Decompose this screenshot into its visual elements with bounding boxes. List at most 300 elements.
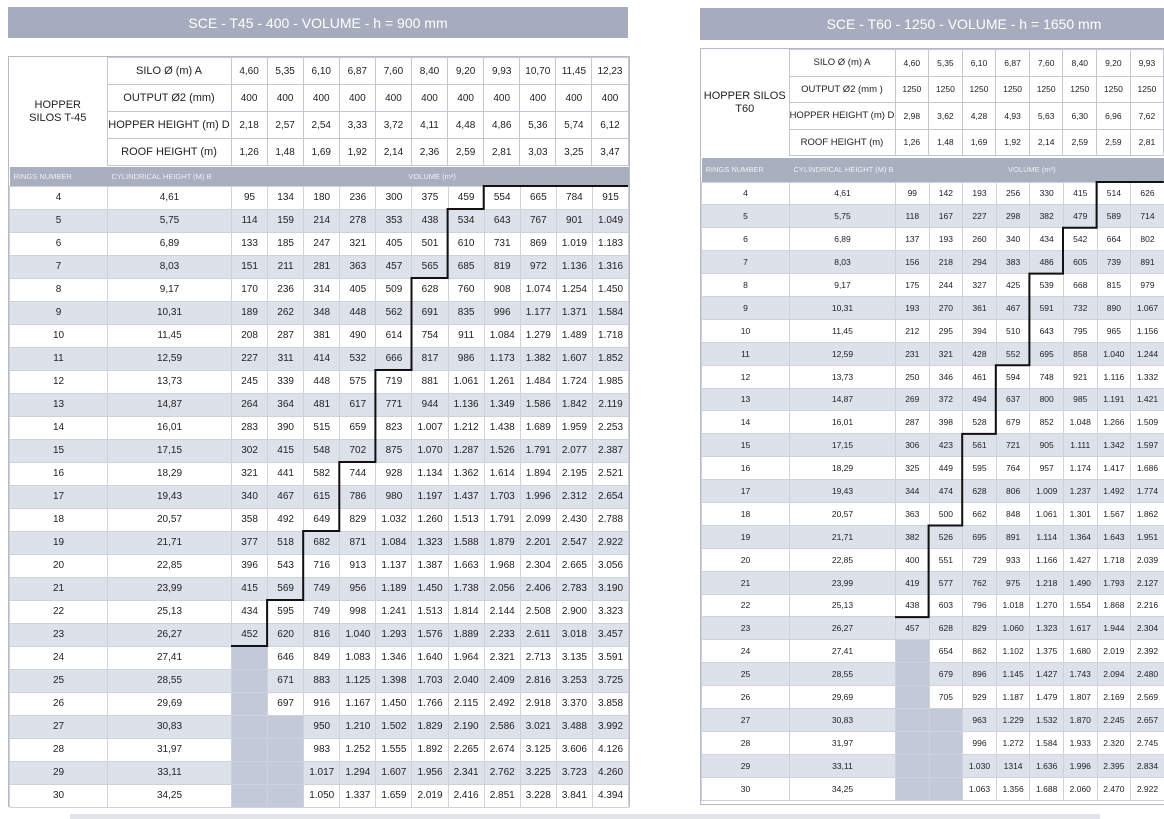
t45-cylinder-height: 22,85 <box>108 554 232 577</box>
t45-volume-cell: 823 <box>376 416 412 439</box>
t45-ring-number: 16 <box>10 462 108 485</box>
t45-volume-cell: 998 <box>340 600 376 623</box>
t45-volume-cell: 1.382 <box>520 347 556 370</box>
t60-table-row <box>702 708 1164 731</box>
t45-rings-header: RINGS NUMBER <box>10 167 108 186</box>
t45-volume-cell: 1.287 <box>448 439 484 462</box>
t60-ring-number: 9 <box>702 296 790 319</box>
t60-volume-cell: 695 <box>963 525 997 548</box>
t60-cyl-header: CYLINDRICAL HEIGHT (M) B <box>790 158 896 182</box>
t60-volume-cell: 1.944 <box>1097 617 1131 640</box>
t60-table-row <box>702 663 1164 686</box>
t45-volume-cell: 281 <box>304 255 340 278</box>
t45-volume-cell: 1.996 <box>520 485 556 508</box>
t45-cylinder-height: 6,89 <box>108 232 232 255</box>
t60-volume-cell: 99 <box>896 182 930 205</box>
t45-volume-cell: 1.659 <box>376 784 412 807</box>
t60-spec-value: 1250 <box>996 76 1030 103</box>
t45-table-row <box>10 278 629 301</box>
t45-volume-cell: 1.894 <box>520 462 556 485</box>
t45-cylinder-height: 13,73 <box>108 370 232 393</box>
t45-volume-cell: 245 <box>232 370 268 393</box>
t45-ring-number: 21 <box>10 577 108 600</box>
t60-volume-cell: 156 <box>896 251 930 274</box>
t45-volume-cell: 180 <box>304 186 340 209</box>
t45-spec-value: 4,48 <box>448 112 484 139</box>
t60-cylinder-height: 29,69 <box>790 686 896 709</box>
t60-cylinder-height: 30,83 <box>790 708 896 731</box>
t45-volume-cell: 659 <box>340 416 376 439</box>
t45-volume-cell: 414 <box>304 347 340 370</box>
t45-volume-cell: 784 <box>556 186 592 209</box>
t45-volume-cell: 3.018 <box>556 623 592 646</box>
t60-volume-cell: 963 <box>963 708 997 731</box>
t45-volume-cell: 595 <box>268 600 304 623</box>
t45-volume-cell: 1.489 <box>556 324 592 347</box>
t45-ring-number: 22 <box>10 600 108 623</box>
t45-volume-cell: 509 <box>376 278 412 301</box>
t45-volume-cell: 1.398 <box>376 669 412 692</box>
t45-cylinder-height: 18,29 <box>108 462 232 485</box>
t45-volume-cell: 816 <box>304 623 340 646</box>
t60-spec-value: 1,92 <box>996 129 1030 156</box>
t45-volume-cell: 2.521 <box>592 462 628 485</box>
t45-volume-cell: 1.766 <box>412 692 448 715</box>
t60-volume-cell: 212 <box>896 319 930 342</box>
t45-volume-cell: 1.074 <box>520 278 556 301</box>
t60-spec-value: 1250 <box>1063 76 1097 103</box>
t60-volume-cell: 929 <box>963 686 997 709</box>
t45-ring-number: 6 <box>10 232 108 255</box>
t45-volume-cell: 415 <box>268 439 304 462</box>
t60-cylinder-height: 8,03 <box>790 251 896 274</box>
t45-table-row <box>10 255 629 278</box>
t60-ring-number: 26 <box>702 686 790 709</box>
t45-volume-cell: 2.056 <box>484 577 520 600</box>
t60-volume-cell: 400 <box>896 548 930 571</box>
t60-volume-cell: 438 <box>896 594 930 617</box>
t60-volume-cell <box>896 640 930 663</box>
t60-table-row <box>702 686 1164 709</box>
t60-volume-cell: 551 <box>929 548 963 571</box>
t45-volume-cell: 1.212 <box>448 416 484 439</box>
t45-volume-cell: 348 <box>304 301 340 324</box>
t45-volume-cell: 2.547 <box>556 531 592 554</box>
t45-volume-cell: 2.674 <box>484 738 520 761</box>
t60-volume-cell: 595 <box>963 457 997 480</box>
t45-volume-cell <box>232 646 268 669</box>
t45-volume-cell: 548 <box>304 439 340 462</box>
t60-volume-cell: 2.216 <box>1131 594 1164 617</box>
t45-table-row <box>10 301 629 324</box>
t60-table-row <box>702 342 1164 365</box>
t45-volume-cell: 2.115 <box>448 692 484 715</box>
t45-volume-cell: 2.713 <box>520 646 556 669</box>
t60-volume-cell: 1.342 <box>1097 434 1131 457</box>
t45-volume-cell: 247 <box>304 232 340 255</box>
t45-table-row <box>10 485 629 508</box>
t45-volume-cell: 151 <box>232 255 268 278</box>
t60-spec-value: 8,40 <box>1063 50 1097 77</box>
t45-volume-cell: 1.663 <box>448 554 484 577</box>
t45-volume-cell: 829 <box>340 508 376 531</box>
t45-volume-cell: 236 <box>268 278 304 301</box>
t45-spec-value: 3,33 <box>339 112 375 139</box>
t45-volume-cell: 448 <box>340 301 376 324</box>
t60-volume-cell: 2.169 <box>1097 686 1131 709</box>
t45-ring-number: 14 <box>10 416 108 439</box>
t45-spec-value: 3,72 <box>375 112 411 139</box>
t45-table-row <box>10 623 629 646</box>
t60-volume-cell: 668 <box>1063 274 1097 297</box>
t45-volume-cell: 534 <box>448 209 484 232</box>
t45-volume-cell: 2.321 <box>484 646 520 669</box>
t45-volume-cell: 1.450 <box>376 692 412 715</box>
t60-volume-cell: 933 <box>996 548 1030 571</box>
t45-volume-cell: 2.253 <box>592 416 628 439</box>
t60-volume-cell: 118 <box>896 205 930 228</box>
t45-volume-cell: 1.083 <box>340 646 376 669</box>
t45-ring-number: 20 <box>10 554 108 577</box>
t45-volume-cell: 4.394 <box>592 784 628 807</box>
t45-table-row <box>10 715 629 738</box>
t45-volume-cell: 1.718 <box>592 324 628 347</box>
t60-cylinder-height: 23,99 <box>790 571 896 594</box>
t60-spec-row <box>701 50 1164 77</box>
t45-volume-cell: 883 <box>304 669 340 692</box>
t60-volume-cell: 1.643 <box>1097 525 1131 548</box>
t60-spec-value: 5,63 <box>1029 103 1063 130</box>
t60-volume-cell: 1.244 <box>1131 342 1164 365</box>
t45-volume-cell: 4.126 <box>592 738 628 761</box>
t60-table-row <box>702 777 1164 800</box>
t60-volume-cell: 1.356 <box>996 777 1030 800</box>
t60-spec-label: ROOF HEIGHT (m) <box>789 129 895 156</box>
t60-volume-cell: 1.793 <box>1097 571 1131 594</box>
t60-table-row <box>702 502 1164 525</box>
t45-spec-value: 9,93 <box>484 58 520 85</box>
t45-volume-cell: 377 <box>232 531 268 554</box>
t45-volume-cell: 2.341 <box>448 761 484 784</box>
t60-ring-number: 6 <box>702 228 790 251</box>
t60-volume-cell: 500 <box>929 502 963 525</box>
t60-spec-value: 4,28 <box>962 103 996 130</box>
t60-spec-value: 1,48 <box>929 129 963 156</box>
t45-cylinder-height: 23,99 <box>108 577 232 600</box>
t45-spec-label: OUTPUT Ø2 (mm) <box>107 85 231 112</box>
t45-volume-cell: 459 <box>448 186 484 209</box>
t45-volume-cell: 615 <box>304 485 340 508</box>
t45-volume-cell: 614 <box>376 324 412 347</box>
t60-volume-cell: 714 <box>1131 205 1164 228</box>
t45-volume-cell: 208 <box>232 324 268 347</box>
t60-volume-cell <box>929 754 963 777</box>
t60-volume-cell: 721 <box>996 434 1030 457</box>
t60-spec-value: 4,93 <box>996 103 1030 130</box>
t60-volume-cell: 1.996 <box>1063 754 1097 777</box>
t45-spec-row <box>9 58 628 85</box>
t45-volume-cell: 3.135 <box>556 646 592 669</box>
t45-volume-cell: 490 <box>340 324 376 347</box>
t60-table-row <box>702 411 1164 434</box>
t45-volume-cell: 543 <box>268 554 304 577</box>
t45-spec-value: 400 <box>375 85 411 112</box>
t45-cylinder-height: 29,69 <box>108 692 232 715</box>
t60-table-row <box>702 548 1164 571</box>
t60-volume-cell: 383 <box>996 251 1030 274</box>
t60-volume-cell: 287 <box>896 411 930 434</box>
t45-volume-cell: 980 <box>376 485 412 508</box>
t45-volume-cell: 532 <box>340 347 376 370</box>
t45-volume-cell: 1.349 <box>484 393 520 416</box>
t45-table-row <box>10 784 629 807</box>
t45-spec-value: 4,11 <box>411 112 447 139</box>
t45-volume-cell: 649 <box>304 508 340 531</box>
t45-spec-value: 6,10 <box>303 58 339 85</box>
t60-volume-cell: 193 <box>896 296 930 319</box>
t60-ring-number: 5 <box>702 205 790 228</box>
t60-volume-cell: 891 <box>1131 251 1164 274</box>
t45-volume-cell: 1.724 <box>556 370 592 393</box>
t60-volume-cell: 795 <box>1063 319 1097 342</box>
t60-table-row <box>702 571 1164 594</box>
t45-volume-cell <box>232 669 268 692</box>
t45-volume-cell: 671 <box>268 669 304 692</box>
t45-volume-cell: 749 <box>304 600 340 623</box>
t60-volume-cell: 1.774 <box>1131 480 1164 503</box>
t60-table-row <box>702 319 1164 342</box>
t60-volume-cell: 654 <box>929 640 963 663</box>
t45-volume-cell: 754 <box>412 324 448 347</box>
t45-volume-cell: 1.450 <box>592 278 628 301</box>
t45-ring-number: 11 <box>10 347 108 370</box>
t45-table-row <box>10 347 629 370</box>
t45-spec-value: 400 <box>448 85 484 112</box>
t45-volume-cell: 871 <box>340 531 376 554</box>
t45-volume-cell: 1.689 <box>520 416 556 439</box>
t60-volume-cell: 361 <box>963 296 997 319</box>
t45-spec-value: 5,36 <box>520 112 556 139</box>
t45-volume-cell: 415 <box>232 577 268 600</box>
t45-spec-value: 2,81 <box>484 139 520 166</box>
t60-spec-value: 2,14 <box>1029 129 1063 156</box>
t45-volume-cell: 2.922 <box>592 531 628 554</box>
t45-volume-cell: 375 <box>412 186 448 209</box>
t45-volume-cell: 928 <box>376 462 412 485</box>
t60-volume-cell: 1.323 <box>1030 617 1064 640</box>
t45-volume-cell: 666 <box>376 347 412 370</box>
t60-volume-cell: 260 <box>963 228 997 251</box>
t45-volume-cell: 236 <box>340 186 376 209</box>
t45-volume-cell: 2.851 <box>484 784 520 807</box>
t45-volume-cell: 214 <box>304 209 340 232</box>
t45-volume-cell: 786 <box>340 485 376 508</box>
t60-spec-value: 1250 <box>1029 76 1063 103</box>
t60-volume-cell: 1.145 <box>996 663 1030 686</box>
t45-ring-number: 13 <box>10 393 108 416</box>
t45-volume-cell: 1.084 <box>484 324 520 347</box>
t60-volume-cell: 979 <box>1131 274 1164 297</box>
t45-volume-cell: 1.959 <box>556 416 592 439</box>
t45-volume-cell: 1.260 <box>412 508 448 531</box>
t60-cylinder-height: 25,13 <box>790 594 896 617</box>
t60-hopper-label: HOPPER SILOS T60 <box>701 50 789 156</box>
t45-volume-cell <box>232 692 268 715</box>
t60-table-row <box>702 182 1164 205</box>
t60-title: SCE - T60 - 1250 - VOLUME - h = 1650 mm <box>826 16 1102 32</box>
t45-volume-cell: 2.144 <box>484 600 520 623</box>
t45-volume-cell: 565 <box>412 255 448 278</box>
t45-volume-cell: 1.371 <box>556 301 592 324</box>
t60-volume-cell: 398 <box>929 411 963 434</box>
t60-volume-cell: 1.116 <box>1097 365 1131 388</box>
t60-volume-cell: 1.597 <box>1131 434 1164 457</box>
t60-volume-cell: 1314 <box>996 754 1030 777</box>
t45-volume-cell: 682 <box>304 531 340 554</box>
t45-table-row <box>10 462 629 485</box>
t45-volume-cell: 3.323 <box>592 600 628 623</box>
t60-volume-cell: 1.617 <box>1063 617 1097 640</box>
t60-volume-cell: 2.395 <box>1097 754 1131 777</box>
t60-table-row <box>702 251 1164 274</box>
t45-volume-cell: 956 <box>340 577 376 600</box>
t45-volume-cell: 3.725 <box>592 669 628 692</box>
t45-spec-value: 400 <box>411 85 447 112</box>
t45-volume-cell: 452 <box>232 623 268 646</box>
t45-volume-cell: 1.049 <box>592 209 628 232</box>
t60-volume-cell: 2.392 <box>1131 640 1164 663</box>
t45-volume-cell: 1.842 <box>556 393 592 416</box>
t60-spec-label: HOPPER HEIGHT (m) D <box>789 103 895 130</box>
t60-volume-cell: 1.743 <box>1063 663 1097 686</box>
t60-volume-cell: 1.301 <box>1063 502 1097 525</box>
t45-volume-cell: 915 <box>592 186 628 209</box>
t45-ring-number: 29 <box>10 761 108 784</box>
t45-volume-cell: 3.457 <box>592 623 628 646</box>
t45-ring-number: 25 <box>10 669 108 692</box>
t45-volume-cell: 1.279 <box>520 324 556 347</box>
t45-cylinder-height: 31,97 <box>108 738 232 761</box>
t45-volume-cell: 287 <box>268 324 304 347</box>
t60-volume-cell: 325 <box>896 457 930 480</box>
t45-ring-number: 4 <box>10 186 108 209</box>
t45-volume-cell: 1.879 <box>484 531 520 554</box>
t45-spec-value: 1,26 <box>231 139 267 166</box>
t45-volume-cell <box>268 761 304 784</box>
t45-volume-cell: 211 <box>268 255 304 278</box>
t45-volume-cell: 744 <box>340 462 376 485</box>
t45-volume-cell: 986 <box>448 347 484 370</box>
t45-volume-cell: 457 <box>376 255 412 278</box>
t45-volume-cell: 569 <box>268 577 304 600</box>
t45-ring-number: 5 <box>10 209 108 232</box>
t60-volume-cell: 896 <box>963 663 997 686</box>
t60-spec-value: 1250 <box>962 76 996 103</box>
t60-volume-cell: 2.320 <box>1097 731 1131 754</box>
t45-volume-cell: 2.900 <box>556 600 592 623</box>
t60-volume-cell: 346 <box>929 365 963 388</box>
t45-volume-cell: 2.077 <box>556 439 592 462</box>
t45-volume-cell: 1.956 <box>412 761 448 784</box>
t45-spec-value: 2,36 <box>411 139 447 166</box>
t45-volume-cell: 381 <box>304 324 340 347</box>
t45-volume-cell: 189 <box>232 301 268 324</box>
t45-cylinder-height: 10,31 <box>108 301 232 324</box>
t60-volume-cell: 306 <box>896 434 930 457</box>
t60-table-row <box>702 228 1164 251</box>
t45-volume-cell: 1.513 <box>412 600 448 623</box>
t45-cylinder-height: 25,13 <box>108 600 232 623</box>
t60-cylinder-height: 16,01 <box>790 411 896 434</box>
t45-table-row <box>10 669 629 692</box>
t45-volume-cell: 134 <box>268 186 304 209</box>
t45-volume-cell: 1.791 <box>520 439 556 462</box>
t60-volume-cell: 1.567 <box>1097 502 1131 525</box>
t60-volume-cell: 729 <box>963 548 997 571</box>
t45-volume-cell: 353 <box>376 209 412 232</box>
t45-volume-cell: 1.337 <box>340 784 376 807</box>
t45-volume-cell: 3.370 <box>556 692 592 715</box>
t45-volume-cell: 972 <box>520 255 556 278</box>
t45-volume-cell: 2.586 <box>484 715 520 738</box>
t60-volume-cell: 1.862 <box>1131 502 1164 525</box>
t60-volume-cell: 1.061 <box>1030 502 1064 525</box>
t60-volume-cell: 461 <box>963 365 997 388</box>
t60-ring-number: 27 <box>702 708 790 731</box>
t45-volume-cell: 819 <box>484 255 520 278</box>
t60-volume-cell: 327 <box>963 274 997 297</box>
t45-volume-cell: 3.841 <box>556 784 592 807</box>
t60-table-row <box>702 617 1164 640</box>
t45-volume-cell: 1.137 <box>376 554 412 577</box>
t45-volume-cell: 518 <box>268 531 304 554</box>
t45-volume-cell: 438 <box>412 209 448 232</box>
t45-volume-cell: 719 <box>376 370 412 393</box>
t45-volume-cell: 4.260 <box>592 761 628 784</box>
t60-volume-cell: 539 <box>1030 274 1064 297</box>
t60-cylinder-height: 22,85 <box>790 548 896 571</box>
t45-volume-cell: 2.312 <box>556 485 592 508</box>
t60-cylinder-height: 6,89 <box>790 228 896 251</box>
t45-volume-cell <box>232 784 268 807</box>
t45-volume-cell: 2.190 <box>448 715 484 738</box>
t60-volume-cell: 1.272 <box>996 731 1030 754</box>
t60-volume-cell: 890 <box>1097 296 1131 319</box>
t60-volume-cell: 2.834 <box>1131 754 1164 777</box>
t60-cylinder-height: 9,17 <box>790 274 896 297</box>
t45-volume-cell: 1.040 <box>340 623 376 646</box>
t60-volume-cell: 637 <box>996 388 1030 411</box>
t60-spec-value: 3,62 <box>929 103 963 130</box>
t60-table-row <box>702 457 1164 480</box>
t45-spec-value: 6,12 <box>592 112 628 139</box>
t45-volume-cell: 3.225 <box>520 761 556 784</box>
t60-spec-value: 1,69 <box>962 129 996 156</box>
t45-volume-cell: 1.173 <box>484 347 520 370</box>
t60-volume-cell: 1.870 <box>1063 708 1097 731</box>
t45-volume-cell: 817 <box>412 347 448 370</box>
t45-volume-cell: 749 <box>304 577 340 600</box>
t45-hopper-label: HOPPER SILOS T-45 <box>9 58 107 166</box>
t60-ring-number: 25 <box>702 663 790 686</box>
t45-spec-value: 10,70 <box>520 58 556 85</box>
t45-volume-cell: 562 <box>376 301 412 324</box>
t45-volume-cell: 314 <box>304 278 340 301</box>
t60-volume-cell: 679 <box>996 411 1030 434</box>
t45-volume-cell: 448 <box>304 370 340 393</box>
t60-ring-number: 30 <box>702 777 790 800</box>
t45-volume-cell: 1.362 <box>448 462 484 485</box>
